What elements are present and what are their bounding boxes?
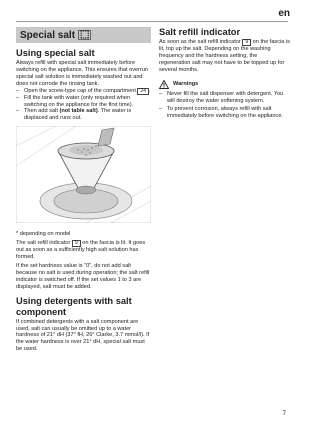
step-item — [16, 88, 151, 95]
indicator-paragraph — [16, 240, 151, 261]
warnings-title-text: Warnings — [173, 81, 199, 88]
warning-item: – To prevent corrosion, always refill with salt immediately before switching on the appliance. — [159, 106, 290, 120]
salt-filling-illustration — [16, 126, 151, 223]
step-item — [16, 108, 151, 122]
ref-box: 9 — [242, 39, 251, 46]
salt-icon: ⬚ — [80, 29, 90, 40]
section-title: Special salt — [20, 29, 76, 41]
warnings-title — [159, 80, 290, 89]
warnings-list — [159, 91, 290, 121]
warning-item: – Never fill the salt dispenser with detergent. You will destroy the water softening system. — [159, 91, 290, 105]
refill-text: As soon as the salt refill indicator — [159, 39, 243, 45]
detergents-heading: Using detergents with salt component — [16, 295, 132, 317]
intro-paragraph: Always refill with special salt immediately before switching on the appliance. This ensures that overrun special salt solution is immediately washed out and does not corrode the rinsing tank. — [16, 60, 149, 87]
step-text: Open the screw-type cap of the compartment — [24, 87, 138, 94]
refill-paragraph — [159, 39, 290, 74]
footnote: * depending on model — [16, 231, 71, 238]
using-special-salt-heading: Using special salt — [16, 48, 95, 58]
refill-indicator-heading: Salt refill indicator — [159, 27, 241, 37]
step-text: Fill the tank with water (only required when switching on the appliance for the first time). — [24, 94, 134, 108]
refill-text-end: on the fascia is lit, top up the salt. Depending on the washing frequency and the hardness setting, the regeneration salt may not have to be topped up for several months. — [159, 39, 290, 73]
detergents-paragraph: If combined detergents with a salt component are used, salt can usually be omitted up to a water hardness of 21° dH (37° fH, 26° Clarke, 3.7 mmol/l). If the water hardness is over 21° dH, special salt must be used. — [16, 318, 150, 353]
indicator-text-end: on the fascia is lit. It goes out as soon as a sufficiently high salt solution has formed. — [16, 240, 146, 261]
right-column — [159, 27, 290, 120]
language-label: en — [278, 8, 290, 19]
step-text-end: . — [149, 87, 151, 94]
steps-list — [16, 88, 151, 123]
step-text-end: . The water is displaced and runs out. — [24, 108, 132, 122]
step-item — [16, 95, 151, 109]
page-number: 7 — [282, 411, 286, 417]
header-rule — [16, 21, 288, 22]
indicator-text: The salt refill indicator — [16, 240, 72, 247]
section-header — [16, 27, 151, 43]
warning-icon — [159, 80, 169, 89]
ref-box: 9 — [72, 240, 81, 247]
ref-box: 24 — [137, 88, 149, 95]
step-text: Then add salt — [24, 108, 60, 115]
hardness-paragraph: If the set hardness value is "0", do not add salt because no salt is used during operation; the salt refill indicator is switched off. If the set values 1 to 3 are displayed, salt must be added. — [16, 262, 150, 290]
left-column — [16, 27, 151, 353]
step-bold: (not table salt) — [59, 108, 98, 115]
